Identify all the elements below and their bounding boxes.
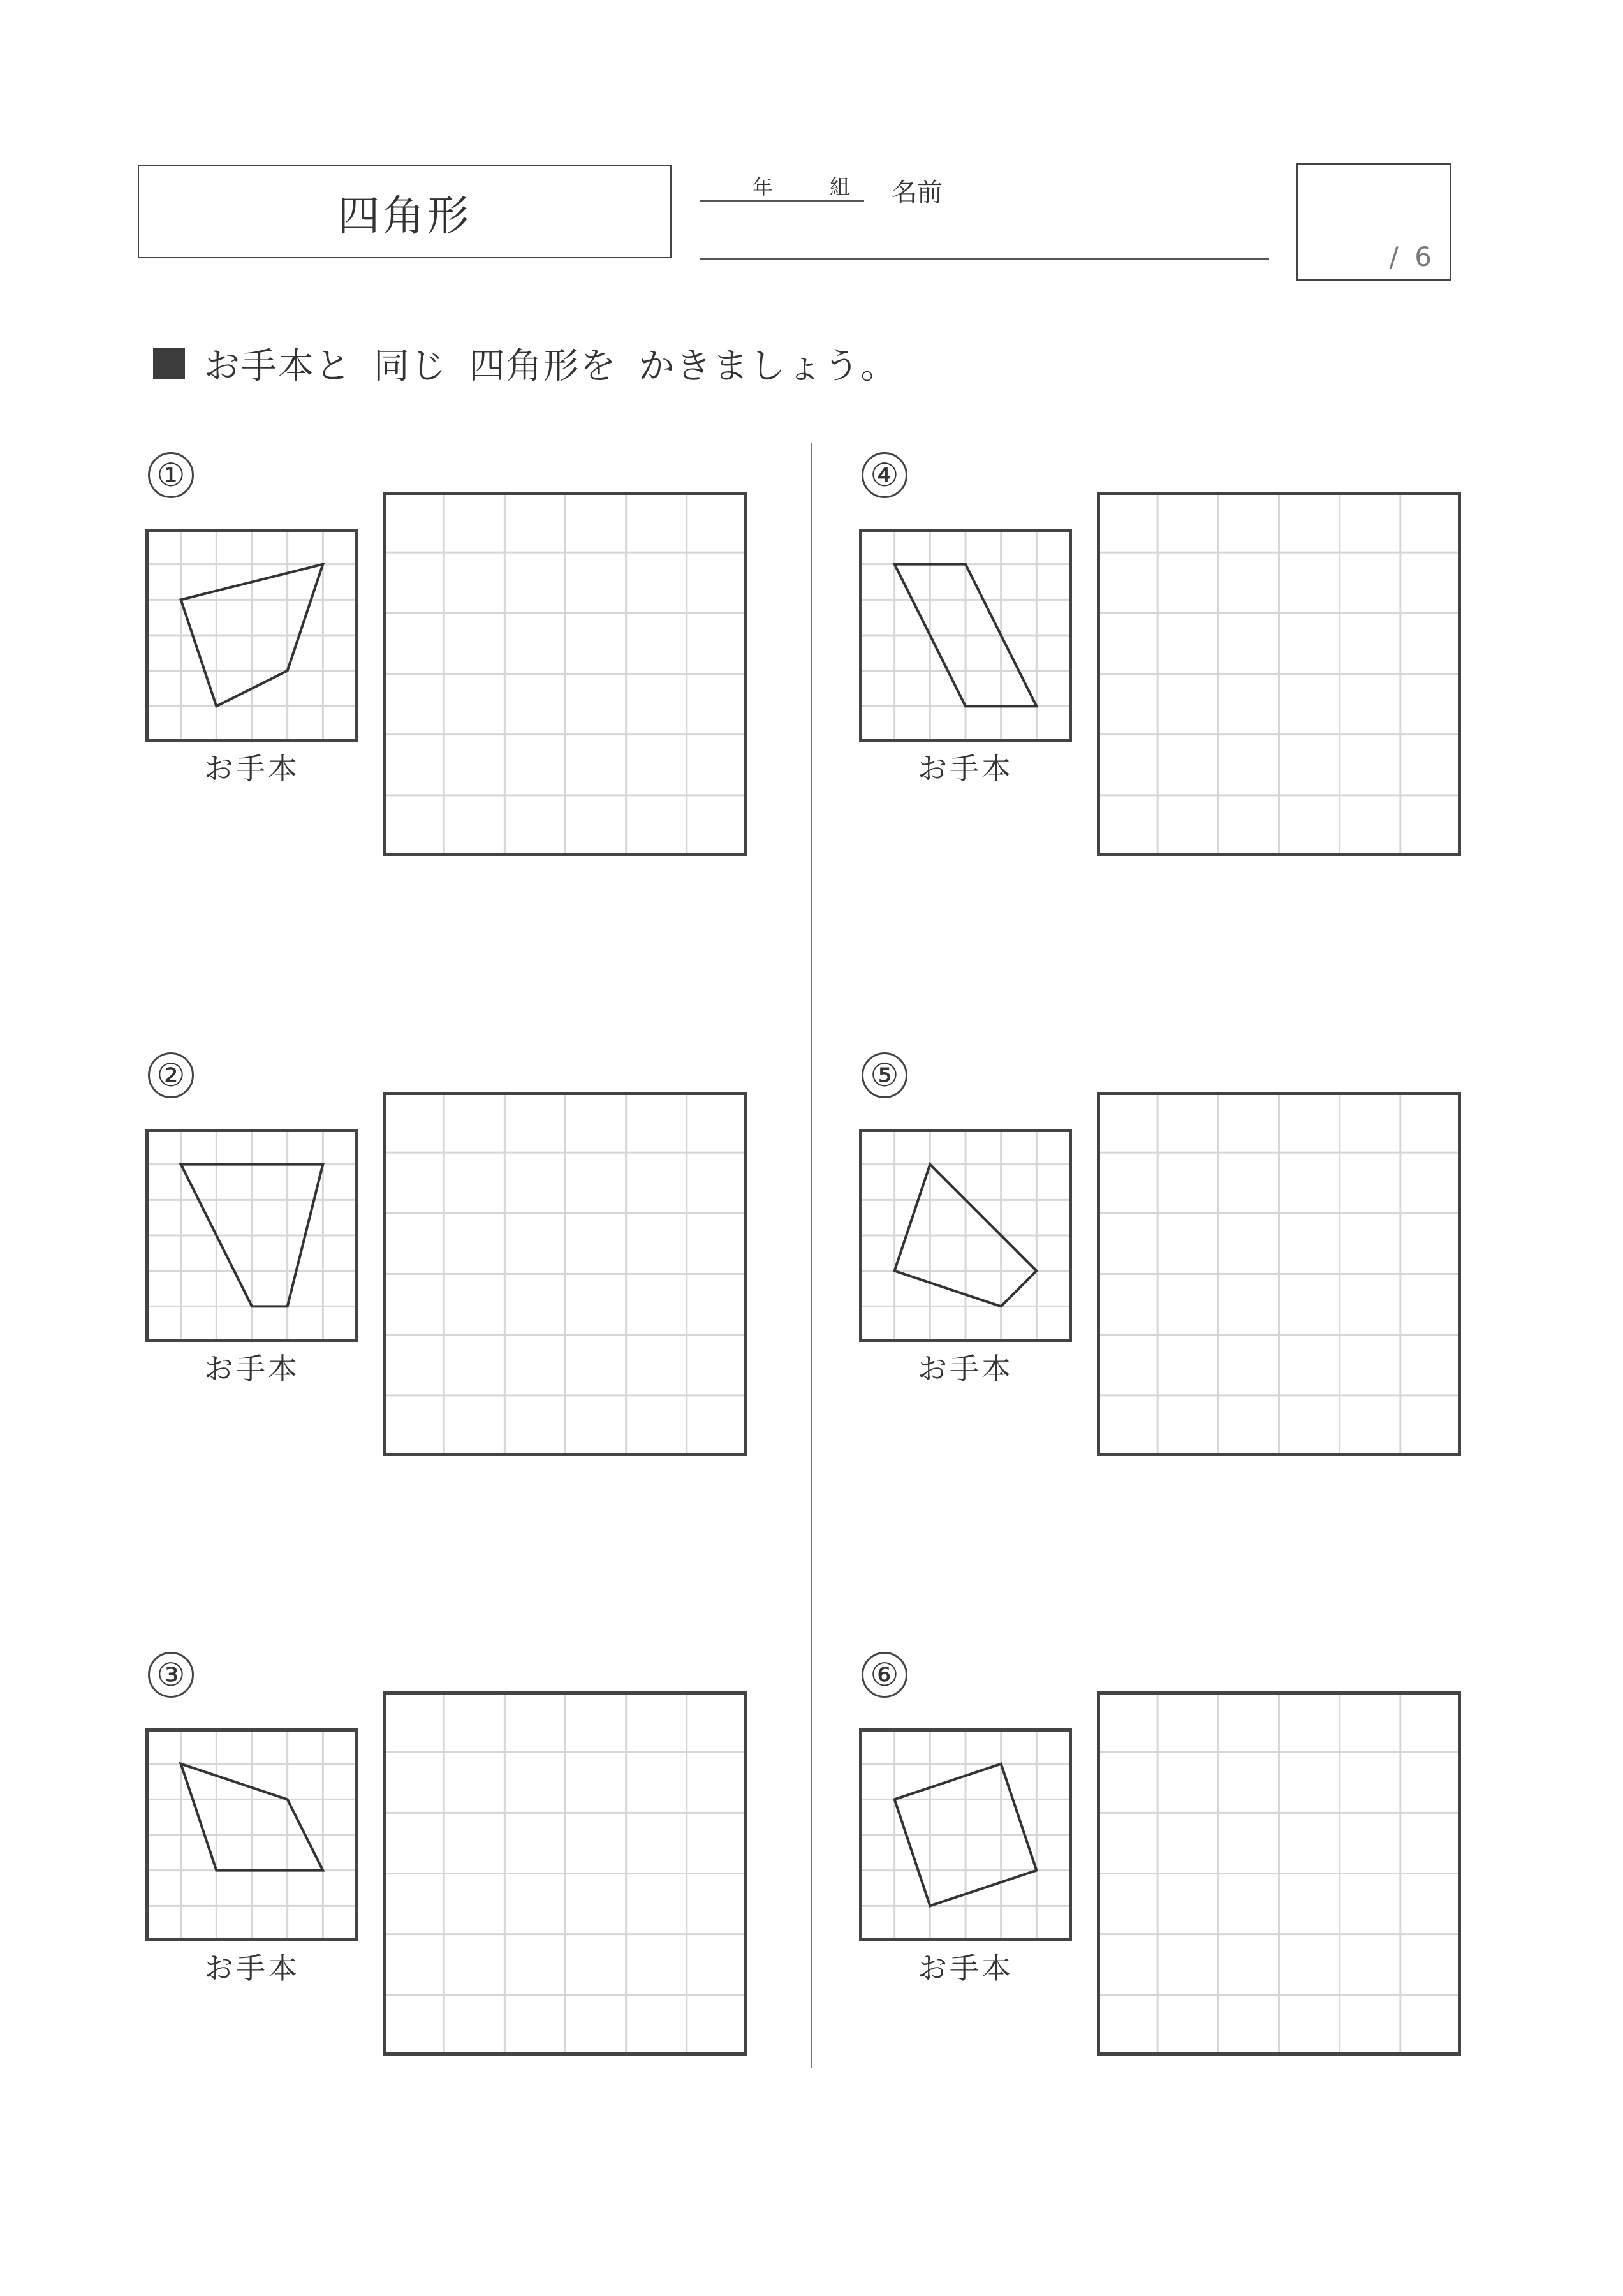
worksheet-title: 四角形 — [337, 191, 472, 240]
problem-number: ④ — [862, 452, 907, 498]
example-grid — [145, 1129, 358, 1342]
problem-number: ② — [148, 1052, 194, 1098]
answer-grid[interactable] — [1097, 1691, 1461, 2056]
example-grid — [145, 1728, 358, 1941]
example-caption: お手本 — [918, 1351, 1013, 1386]
title-box — [138, 165, 672, 258]
answer-grid-canvas[interactable] — [383, 1092, 747, 1456]
problem-number: ⑥ — [862, 1652, 907, 1698]
problem-number: ③ — [148, 1652, 194, 1698]
class-label: 組 — [830, 175, 851, 199]
answer-grid[interactable] — [1097, 1092, 1461, 1456]
answer-grid-canvas[interactable] — [1097, 492, 1461, 856]
example-caption: お手本 — [918, 1951, 1013, 1985]
answer-grid[interactable] — [383, 1691, 747, 2056]
instruction-text: お手本と 同じ 四角形を かきましょう。 — [204, 346, 898, 387]
example-grid-canvas — [145, 529, 358, 742]
problem-number: ⑤ — [862, 1052, 907, 1098]
name-label: 名前 — [892, 178, 943, 207]
example-grid-canvas — [145, 1129, 358, 1342]
example-grid — [859, 1728, 1072, 1941]
instruction — [153, 338, 897, 389]
square-bullet-icon — [153, 348, 185, 379]
example-caption: お手本 — [204, 751, 300, 786]
score-total: / 6 — [1389, 241, 1436, 272]
answer-grid-canvas[interactable] — [383, 492, 747, 856]
example-grid — [145, 529, 358, 742]
example-caption: お手本 — [204, 1951, 300, 1985]
example-grid-canvas — [145, 1728, 358, 1941]
example-grid — [859, 529, 1072, 742]
answer-grid[interactable] — [383, 492, 747, 856]
example-grid-canvas — [859, 1728, 1072, 1941]
answer-grid[interactable] — [1097, 492, 1461, 856]
answer-grid-canvas[interactable] — [1097, 1691, 1461, 2056]
answer-grid[interactable] — [383, 1092, 747, 1456]
answer-grid-canvas[interactable] — [1097, 1092, 1461, 1456]
grade-label: 年 — [753, 175, 774, 199]
problem-number: ① — [148, 452, 194, 498]
example-grid-canvas — [859, 1129, 1072, 1342]
example-grid-canvas — [859, 529, 1072, 742]
column-divider — [811, 443, 812, 2068]
example-caption: お手本 — [204, 1351, 300, 1386]
answer-grid-canvas[interactable] — [383, 1691, 747, 2056]
example-grid — [859, 1129, 1072, 1342]
example-caption: お手本 — [918, 751, 1013, 786]
name-field-line[interactable] — [700, 258, 1269, 260]
score-box[interactable] — [1296, 163, 1451, 281]
